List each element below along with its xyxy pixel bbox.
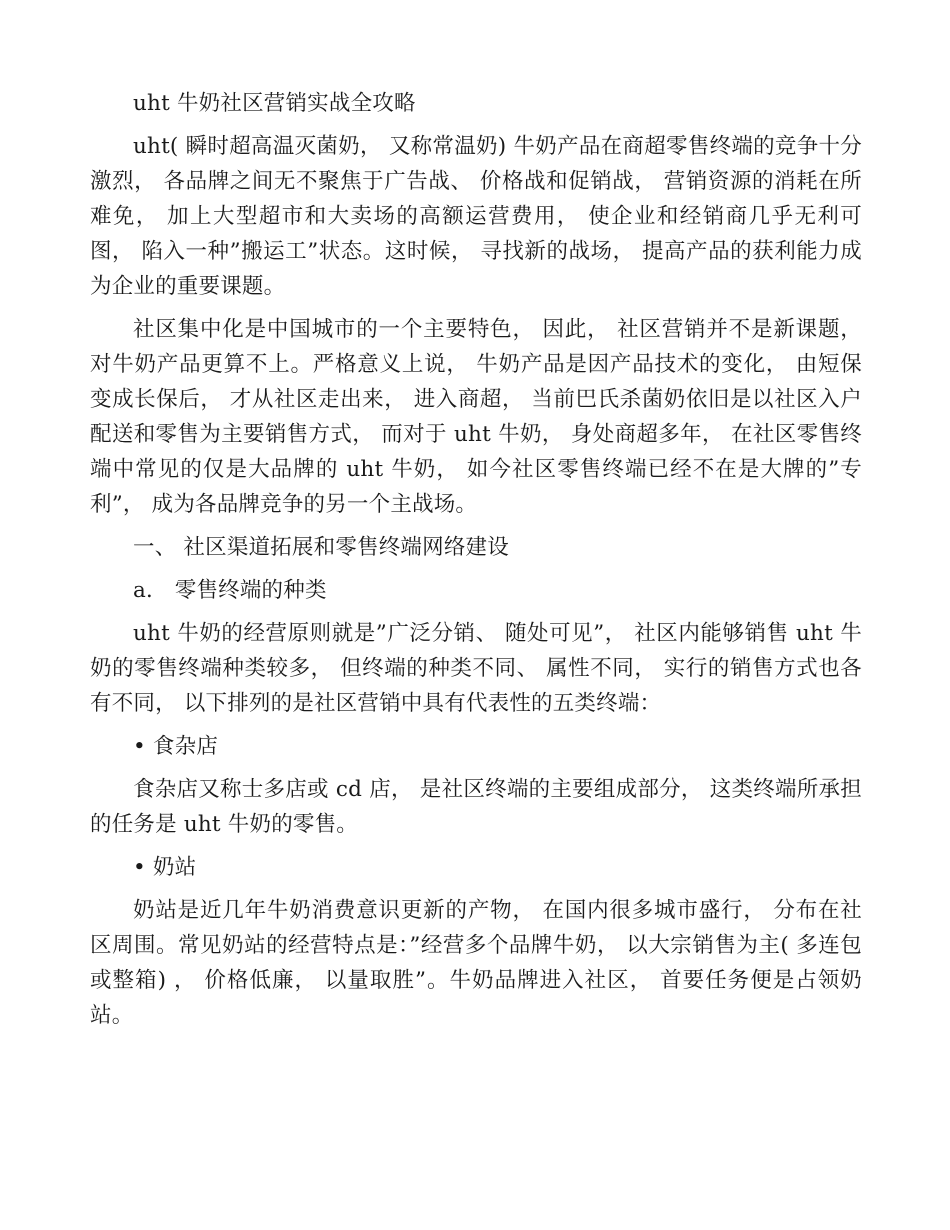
bullet-grocery: • 食杂店 bbox=[133, 734, 219, 759]
paragraph-intro: uht( 瞬时超高温灭菌奶， 又称常温奶) 牛奶产品在商超零售终端的竞争十分激烈， 各品牌之间无不聚焦于广告战、 价格战和促销战， 营销资源的消耗在所难免， 加上大型超市和大卖场的高额运营费用， 使企业和经销商几乎无利可图， 陷入一种”搬运工”状态。这时候， 寻找新的战场， 提高产品的获利能力成为企业的重要课题。 bbox=[90, 134, 862, 299]
paragraph-milk-station: 奶站是近几年牛奶消费意识更新的产物， 在国内很多城市盛行， 分布在社区周围。常见奶站的经营特点是：”经营多个品牌牛奶， 以大宗销售为主( 多连包或整箱) ， 价格低廉， 以量取胜”。牛奶品牌进入社区， 首要任务便是占领奶站。 bbox=[90, 898, 862, 1028]
section-heading-1: 一、 社区渠道拓展和零售终端网络建设 bbox=[133, 535, 509, 560]
paragraph-grocery: 食杂店又称士多店或 cd 店， 是社区终端的主要组成部分， 这类终端所承担的任务是 uht 牛奶的零售。 bbox=[90, 777, 862, 837]
bullet-milk-station: • 奶站 bbox=[133, 855, 197, 880]
document-title: uht 牛奶社区营销实战全攻略 bbox=[133, 91, 416, 116]
document-body bbox=[90, 86, 862, 1033]
paragraph-community: 社区集中化是中国城市的一个主要特色， 因此， 社区营销并不是新课题，对牛奶产品更算不上。严格意义上说， 牛奶产品是因产品技术的变化， 由短保变成长保后， 才从社区走出来， 进入商超， 当前巴氏杀菌奶依旧是以社区入户配送和零售为主要销售方式， 而对于 uht 牛奶， 身处商超多年， 在社区零售终端中常见的仅是大品牌的 uht 牛奶， 如今社区零售终端已经不在是大牌的”专利”， 成为各品牌竞争的另一个主战场。 bbox=[90, 317, 862, 517]
paragraph-principle: uht 牛奶的经营原则就是”广泛分销、 随处可见”， 社区内能够销售 uht 牛奶的零售终端种类较多， 但终端的种类不同、 属性不同， 实行的销售方式也各有不同， 以下排列的是社区营销中具有代表性的五类终端： bbox=[90, 621, 862, 716]
subsection-heading-a: a． 零售终端的种类 bbox=[133, 578, 327, 603]
